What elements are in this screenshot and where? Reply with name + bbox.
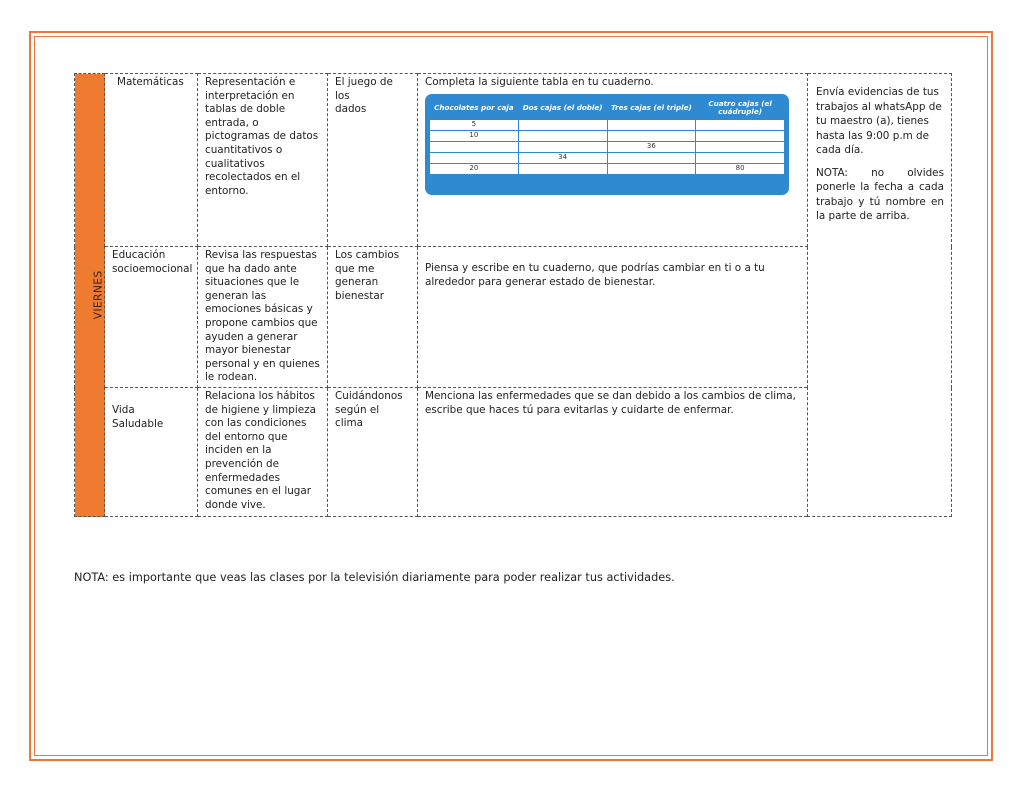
- chocolates-cell: [696, 152, 785, 163]
- subject-text: Vida Saludable: [112, 404, 164, 430]
- chocolates-header-cell: Dos cajas (el doble): [518, 98, 607, 120]
- table-row: [75, 74, 952, 247]
- chocolates-table-row: [430, 163, 785, 174]
- chocolates-table-row: [430, 119, 785, 130]
- topic-text: El juego de los dados: [335, 76, 393, 116]
- subject-text: Educación socioemocional: [112, 249, 193, 275]
- chocolates-table-frame: [425, 94, 789, 195]
- activity-text: Completa la siguiente tabla en tu cuaderno.: [425, 76, 654, 88]
- learning-text: Relaciona los hábitos de higiene y limpieza con las condiciones del entorno que inciden en la prevención de enfermedades comunes en el lugar donde vive.: [205, 390, 316, 511]
- topic-cell: [328, 74, 418, 247]
- chocolates-table: [429, 98, 785, 175]
- subject-text: Matemáticas: [117, 76, 184, 88]
- topic-cell: [328, 247, 418, 388]
- chocolates-cell: [518, 163, 607, 174]
- chocolates-cell: 36: [607, 141, 696, 152]
- activity-cell: [418, 74, 808, 247]
- learning-text: Representación e interpretación en tablas de doble entrada, o pictogramas de datos cuantitativos o cualitativos recolectados en el entorno.: [205, 76, 319, 197]
- topic-text: Los cambios que me generan bienestar: [335, 249, 400, 302]
- chocolates-header-cell: Chocolates por caja: [430, 98, 519, 120]
- chocolates-cell: 80: [696, 163, 785, 174]
- chocolates-cell: [696, 141, 785, 152]
- day-column: [75, 74, 105, 517]
- evidence-cell: [808, 74, 952, 517]
- learning-cell: [198, 247, 328, 388]
- chocolates-cell: 34: [518, 152, 607, 163]
- subject-cell: [105, 74, 198, 247]
- chocolates-cell: 10: [430, 130, 519, 141]
- evidence-note: NOTA: no olvides ponerle la fecha a cada trabajo y tú nombre en la parte de arriba.: [816, 166, 944, 222]
- chocolates-cell: [696, 130, 785, 141]
- activity-text: Menciona las enfermedades que se dan debido a los cambios de clima, escribe que haces tú para evitarlas y cuidarte de enfermar.: [425, 390, 796, 416]
- chocolates-cell: 20: [430, 163, 519, 174]
- chocolates-cell: [607, 152, 696, 163]
- topic-cell: [328, 388, 418, 517]
- chocolates-table-row: [430, 152, 785, 163]
- learning-text: Revisa las respuestas que ha dado ante situaciones que le generan las emociones básicas y propone cambios que ayuden a generar mayor bienestar personal y en quienes le rodean.: [205, 249, 320, 384]
- chocolates-cell: [607, 163, 696, 174]
- topic-text: Cuidándonos según el clima: [335, 390, 403, 430]
- subject-cell: [105, 247, 198, 388]
- chocolates-cell: [518, 119, 607, 130]
- chocolates-table-row: [430, 141, 785, 152]
- chocolates-table-header: [430, 98, 785, 120]
- day-label: VIERNES: [92, 270, 105, 320]
- chocolates-cell: [518, 130, 607, 141]
- activity-cell: [418, 388, 808, 517]
- evidence-text: Envía evidencias de tus trabajos al whatsApp de tu maestro (a), tienes hasta las 9:00 p.m de cada día.: [816, 86, 942, 156]
- chocolates-header-cell: Tres cajas (el triple): [607, 98, 696, 120]
- footer-note: NOTA: es importante que veas las clases por la televisión diariamente para poder realizar tus actividades.: [74, 571, 675, 584]
- chocolates-cell: [430, 141, 519, 152]
- chocolates-table-row: [430, 130, 785, 141]
- chocolates-cell: [607, 130, 696, 141]
- chocolates-cell: 5: [430, 119, 519, 130]
- chocolates-cell: [607, 119, 696, 130]
- chocolates-cell: [430, 152, 519, 163]
- learning-cell: [198, 388, 328, 517]
- activity-cell: [418, 247, 808, 388]
- chocolates-cell: [696, 119, 785, 130]
- chocolates-cell: [518, 141, 607, 152]
- subject-cell: [105, 388, 198, 517]
- activity-text: Piensa y escribe en tu cuaderno, que podrías cambiar en ti o a tu alrededor para generar estado de bienestar.: [425, 262, 765, 288]
- chocolates-header-cell: Cuatro cajas (el cuádruple): [696, 98, 785, 120]
- learning-cell: [198, 74, 328, 247]
- lesson-plan-table: [74, 73, 952, 517]
